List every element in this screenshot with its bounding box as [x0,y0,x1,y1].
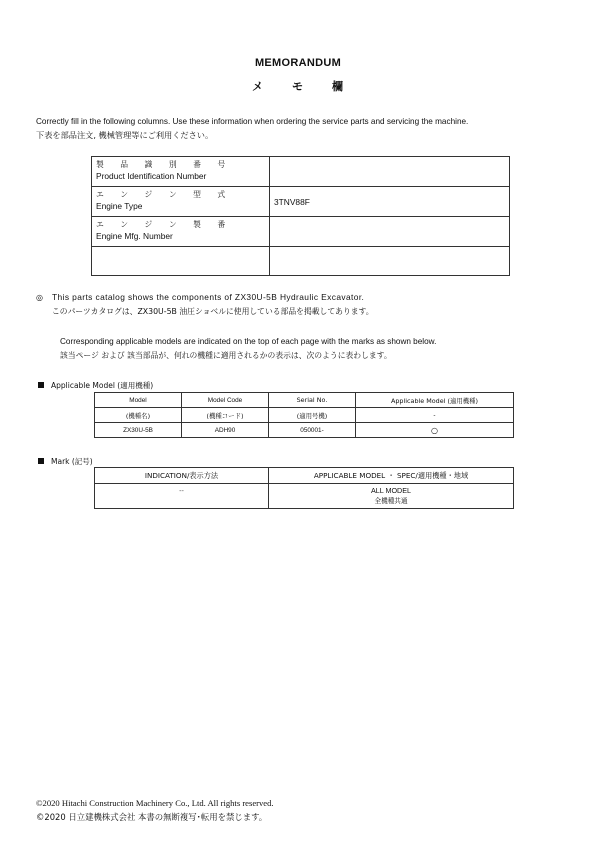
square-bullet-icon [38,382,44,388]
intro-text-ja: 下表を部品注文, 機械管理等にご利用ください。 [36,130,214,140]
all-model-ja: 全機種共通 [374,497,408,505]
mark-heading-text: Mark (記号) [51,457,93,466]
mark-heading [38,456,93,467]
identification-table [91,156,510,276]
id-value-field[interactable] [270,157,510,187]
subtitle-char: モ [292,80,304,93]
header-cell: Model Code [182,393,269,408]
header-cell: Model [95,393,182,408]
applicable-model-heading [38,380,153,391]
header-cell-ja: - [356,408,514,423]
applicable-mark-cell: ○ [356,423,514,438]
model-code-cell: ADH90 [182,423,269,438]
id-row-engine-type [92,187,510,217]
id-row-blank [92,247,510,276]
model-header-ja-row [95,408,514,423]
serial-cell: 050001- [269,423,356,438]
copyright-ja: ©2020 日立建機株式会社 本書の無断複写･転用を禁じます。 [36,812,268,822]
subtitle-char: 欄 [332,80,344,93]
id-row-engine-mfg [92,217,510,247]
page-title: MEMORANDUM [254,57,342,69]
id-row-product [92,157,510,187]
header-cell: INDICATION/表示方法 [95,468,269,484]
indication-cell: -- [95,484,269,509]
id-label-cell [92,157,270,187]
intro-text-en: Correctly fill in the following columns. Use these information when ordering the service parts and servicing the machine. [36,117,469,126]
page-subtitle [0,78,596,94]
id-label-en: Product Identification Number [96,171,207,181]
applicable-spec-cell [269,484,514,509]
applicable-model-table [94,392,514,438]
mark-header-row [95,468,514,484]
catalog-note [36,292,364,302]
id-label-cell [92,217,270,247]
id-label-cell [92,187,270,217]
id-value-field[interactable]: 3TNV88F [270,187,510,217]
marks-note-ja: 該当ページ および 該当部品が、何れの機種に適用されるかの表示は、次のように表わします。 [60,351,392,360]
marks-note-en: Corresponding applicable models are indicated on the top of each page with the marks as shown below. [60,337,437,346]
header-cell-ja: (機種名) [95,408,182,423]
header-cell-ja: (適用号機) [269,408,356,423]
model-header-row [95,393,514,408]
header-cell: Serial No. [269,393,356,408]
catalog-note-ja: このパーツカタログは、ZX30U-5B 油圧ショベルに使用している部品を掲載してあります。 [52,307,374,316]
square-bullet-icon [38,458,44,464]
all-model-en: ALL MODEL [370,486,412,495]
id-label-cell [92,247,270,276]
header-cell: APPLICABLE MODEL ・ SPEC/適用機種・地域 [269,468,514,484]
copyright-en: ©2020 Hitachi Construction Machinery Co., Ltd. All rights reserved. [36,798,274,808]
table-row [95,484,514,509]
model-cell: ZX30U-5B [95,423,182,438]
applicable-model-heading-text: Applicable Model (適用機種) [51,381,154,390]
table-row [95,423,514,438]
double-circle-icon: ◎ [36,293,44,302]
header-cell-ja: (機種コード) [182,408,269,423]
id-label-en: Engine Type [96,201,143,211]
id-label-ja: エ ン ジ ン 型 式 [96,190,233,199]
header-cell: Applicable Model (適用機種) [356,393,514,408]
id-label-ja: エ ン ジ ン 製 番 [96,220,233,229]
id-label-en: Engine Mfg. Number [96,231,173,241]
catalog-note-en: This parts catalog shows the components of ZX30U-5B Hydraulic Excavator. [52,292,365,302]
id-label-ja: 製 品 識 別 番 号 [96,160,233,169]
id-value-field[interactable] [270,217,510,247]
subtitle-char: メ [252,80,264,93]
id-value-field[interactable] [270,247,510,276]
mark-table [94,467,514,509]
